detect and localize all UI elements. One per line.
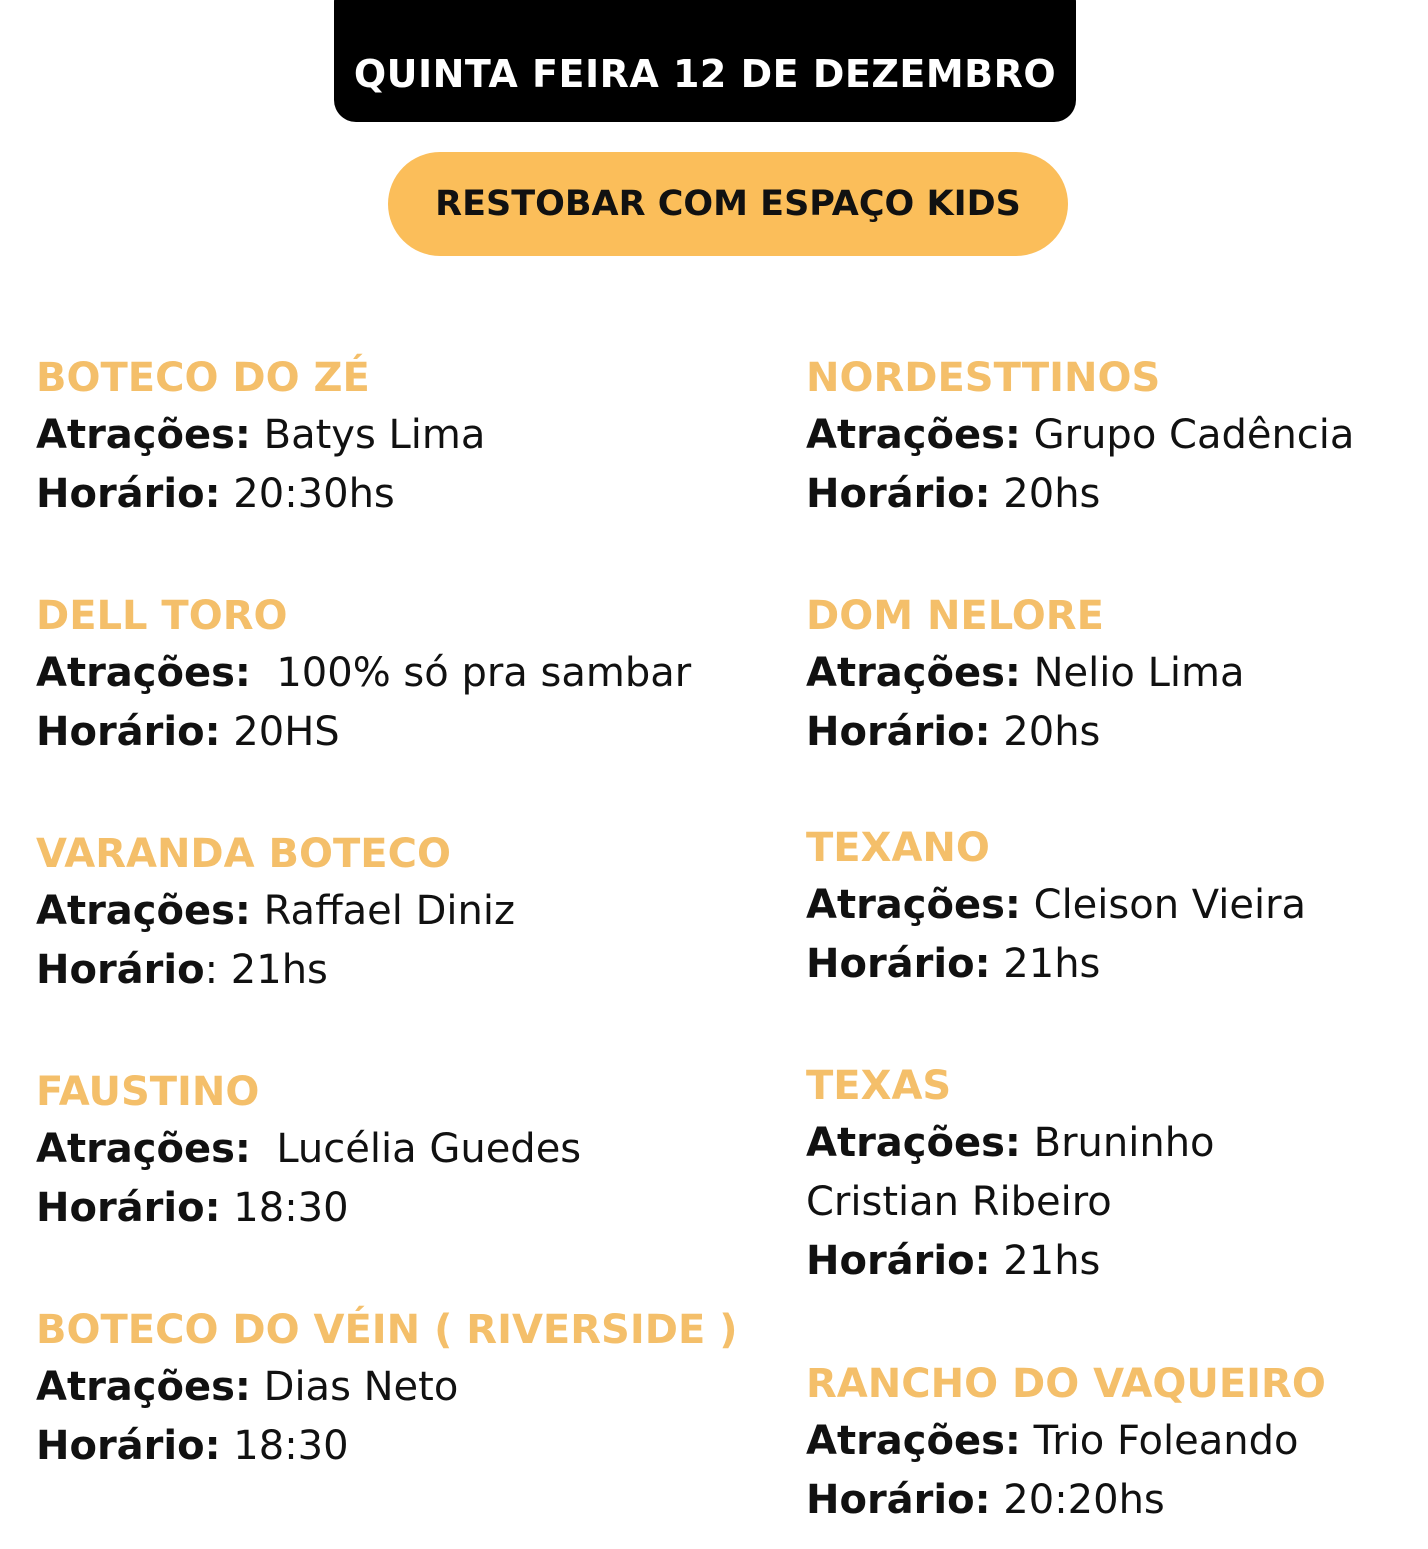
attractions-line (36, 882, 515, 941)
time-colon: : (204, 947, 219, 993)
time-value: 20HS (220, 709, 340, 755)
category-badge (388, 152, 1068, 256)
time-line (806, 1232, 1215, 1291)
time-label: Horário: (36, 1423, 221, 1469)
attractions-line (806, 1412, 1326, 1471)
venue-rancho-do-vaqueiro (806, 1356, 1326, 1530)
time-label: Horário: (806, 941, 991, 987)
attractions-label: Atrações: (806, 1120, 1021, 1166)
attractions-label: Atrações: (36, 1364, 251, 1410)
time-label: Horário: (36, 471, 221, 517)
attractions-line (806, 644, 1244, 703)
attractions-label: Atrações: (806, 882, 1021, 928)
time-line (36, 1179, 581, 1238)
date-title: QUINTA FEIRA 12 DE DEZEMBRO (353, 52, 1057, 96)
time-value: 20:20hs (990, 1477, 1165, 1523)
category-label: RESTOBAR COM ESPAÇO KIDS (435, 184, 1021, 224)
attractions-continuation: Cristian Ribeiro (806, 1179, 1112, 1225)
attractions-label: Atrações: (806, 412, 1021, 458)
time-line (806, 935, 1306, 994)
attractions-value: Batys Lima (250, 412, 486, 458)
attractions-value: Nelio Lima (1020, 650, 1245, 696)
attractions-value: Bruninho (1020, 1120, 1215, 1166)
venue-dom-nelore (806, 588, 1244, 762)
time-label: Horário: (806, 1238, 991, 1284)
venue-name: TEXANO (806, 825, 990, 871)
venue-boteco-do-vein (36, 1302, 737, 1476)
venue-name: TEXAS (806, 1063, 952, 1109)
attractions-line (36, 1120, 581, 1179)
venue-name: NORDESTTINOS (806, 355, 1161, 401)
time-line (36, 703, 691, 762)
attractions-value: Dias Neto (250, 1364, 459, 1410)
venue-name: DELL TORO (36, 593, 288, 639)
time-line (36, 1417, 737, 1476)
venue-name: RANCHO DO VAQUEIRO (806, 1361, 1326, 1407)
time-label: Horário: (806, 709, 991, 755)
attractions-line (806, 876, 1306, 935)
time-label: Horário: (36, 709, 221, 755)
attractions-label: Atrações: (806, 650, 1021, 696)
time-label: Horário: (36, 1185, 221, 1231)
time-value: 20hs (990, 709, 1101, 755)
venue-texano (806, 820, 1306, 994)
attractions-label: Atrações: (36, 412, 251, 458)
time-value: 20:30hs (220, 471, 395, 517)
time-line (806, 465, 1354, 524)
time-line (36, 941, 515, 1000)
venue-name: VARANDA BOTECO (36, 831, 451, 877)
attractions-label: Atrações: (36, 650, 251, 696)
time-label: Horário: (806, 1477, 991, 1523)
time-value: 21hs (990, 1238, 1101, 1284)
venue-nordesttinos (806, 350, 1354, 524)
time-value: 21hs (218, 947, 328, 993)
time-label: Horário: (806, 471, 991, 517)
attractions-line (36, 406, 485, 465)
venue-varanda-boteco (36, 826, 515, 1000)
venue-name: FAUSTINO (36, 1069, 260, 1115)
attractions-line (806, 406, 1354, 465)
attractions-value: Raffael Diniz (250, 888, 515, 934)
attractions-value: Cleison Vieira (1020, 882, 1307, 928)
attractions-label: Atrações: (36, 1126, 251, 1172)
venue-faustino (36, 1064, 581, 1238)
venue-dell-toro (36, 588, 691, 762)
attractions-value: Grupo Cadência (1020, 412, 1355, 458)
time-value: 18:30 (220, 1423, 349, 1469)
attractions-value: Trio Foleando (1020, 1418, 1299, 1464)
time-value: 18:30 (220, 1185, 349, 1231)
time-line (806, 1471, 1326, 1530)
attractions-value: 100% só pra sambar (250, 650, 692, 696)
attractions-label: Atrações: (806, 1418, 1021, 1464)
venue-texas (806, 1058, 1215, 1291)
attractions-value: Lucélia Guedes (250, 1126, 582, 1172)
time-line (806, 703, 1244, 762)
attractions-line (36, 644, 691, 703)
date-banner (334, 0, 1076, 122)
attractions-line (36, 1358, 737, 1417)
attractions-label: Atrações: (36, 888, 251, 934)
time-line (36, 465, 485, 524)
time-value: 20hs (990, 471, 1101, 517)
venue-name: BOTECO DO ZÉ (36, 355, 370, 401)
venue-name: BOTECO DO VÉIN ( RIVERSIDE ) (36, 1307, 738, 1353)
venue-name: DOM NELORE (806, 593, 1104, 639)
attractions-line (806, 1114, 1215, 1173)
time-value: 21hs (990, 941, 1101, 987)
venue-boteco-do-ze (36, 350, 485, 524)
time-label: Horário (36, 947, 205, 993)
